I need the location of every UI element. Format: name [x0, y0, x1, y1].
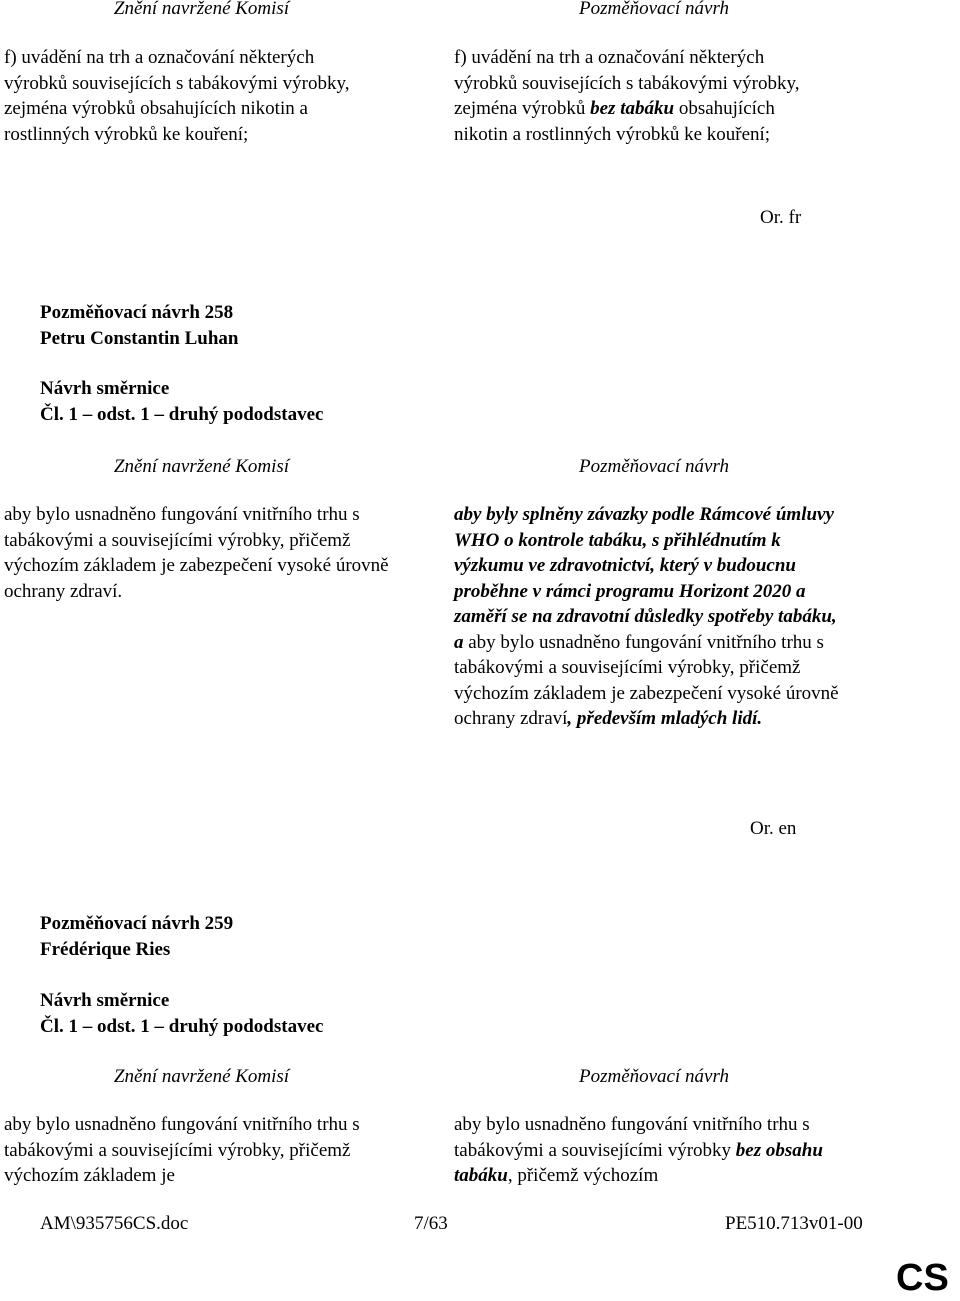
article-ref: Čl. 1 – odst. 1 – druhý pododstavec: [40, 1016, 324, 1037]
amendment-text-plain: aby bylo usnadněno fungování vnitřního trhu s tabákovými a souvisejícími výrobky, přičemž výchozím základem je zabezpečení vysoké úrovně ochrany zdraví: [454, 631, 839, 729]
column-header-amendment: Pozměňovací návrh: [578, 456, 730, 477]
commission-text: aby bylo usnadněno fungování vnitřního trhu s tabákovými a souvisejícími výrobky, přičemž výchozím základem je zabezpečení vysoké úrovně ochrany zdraví.: [4, 504, 389, 602]
amendment-text-bold: bez obsahu tabáku: [454, 1139, 823, 1186]
amendment-text: [454, 45, 830, 147]
amendment-text-pre: f) uvádění na trh a označování některých výrobků souvisejících s tabákovými výrobky, zejména výrobků: [454, 47, 800, 119]
amendment-title: Pozměňovací návrh 258: [40, 302, 234, 323]
amendment-text-comma: ,: [567, 708, 573, 729]
proposal-label: Návrh směrnice: [40, 378, 170, 399]
amendment-title: Pozměňovací návrh 259: [40, 913, 234, 934]
column-header-commission: Znění navržené Komisí: [113, 1066, 290, 1087]
amendment-text-post: , přičemž výchozím: [507, 1165, 659, 1186]
amendment-text-bold-end: především mladých lidí: [576, 708, 758, 729]
amendment-author: Frédérique Ries: [40, 939, 171, 960]
pe-reference: PE510.713v01-00: [725, 1213, 863, 1234]
origin-language: Or. en: [750, 818, 797, 839]
origin-language: Or. fr: [760, 207, 802, 228]
amendment-text-bold: bez tabáku: [590, 98, 675, 119]
amendment-author: Petru Constantin Luhan: [40, 328, 239, 349]
commission-text: f) uvádění na trh a označování některých výrobků souvisejících s tabákovými výrobky, zejména výrobků obsahujících nikotin a rostlinných výrobků ke kouření;: [4, 47, 350, 145]
commission-text: aby bylo usnadněno fungování vnitřního trhu s tabákovými a souvisejícími výrobky, přičemž výchozím základem je: [4, 1114, 360, 1186]
amendment-text-post: obsahujících nikotin a rostlinných výrobků ke kouření;: [454, 98, 775, 145]
doc-reference: AM\935756CS.doc: [40, 1213, 189, 1234]
amendment-text-pre: aby bylo usnadněno fungování vnitřního trhu s tabákovými a souvisejícími výrobky: [454, 1114, 810, 1161]
page-number: 7/63: [414, 1213, 448, 1234]
amendment-text-bold: aby byly splněny závazky podle Rámcové úmluvy WHO o kontrole tabáku, s přihlédnutím k výzkumu ve zdravotnictví, který v budoucnu proběhne v rámci programu Horizont 2020 a zaměří se na zdravotní důsledky spotřeby tabáku, a: [454, 504, 837, 653]
proposal-label: Návrh směrnice: [40, 990, 170, 1011]
amendment-text-end: .: [757, 708, 763, 729]
amendment-text: [454, 1112, 844, 1189]
column-header-amendment: Pozměňovací návrh: [578, 0, 730, 19]
article-ref: Čl. 1 – odst. 1 – druhý pododstavec: [40, 404, 324, 425]
column-header-commission: Znění navržené Komisí: [113, 0, 290, 19]
language-code: CS: [896, 1257, 949, 1299]
column-header-amendment: Pozměňovací návrh: [578, 1066, 730, 1087]
column-header-commission: Znění navržené Komisí: [113, 456, 290, 477]
amendment-text: [454, 502, 844, 732]
